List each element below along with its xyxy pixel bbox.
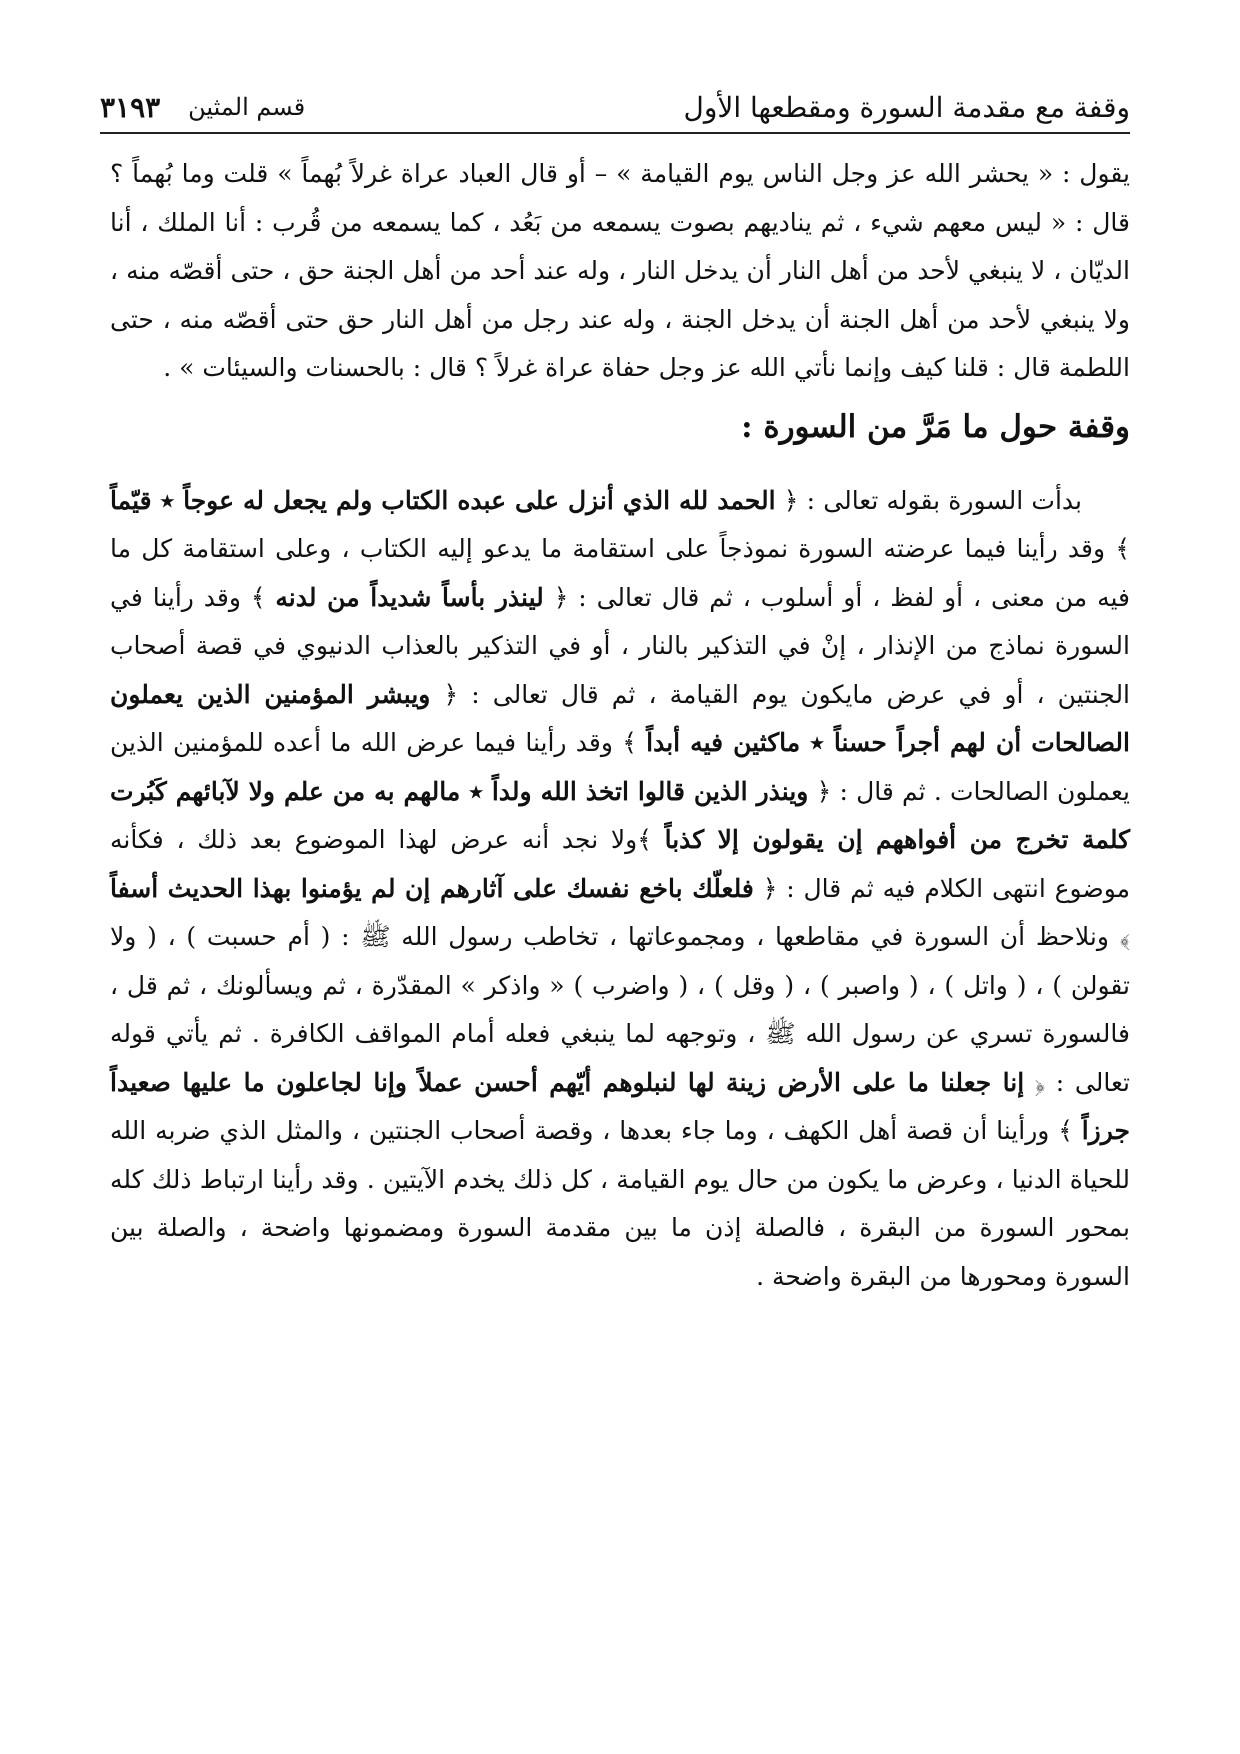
verse-open-bracket: ﴿ [816,776,832,806]
verse-open-bracket: ﴿ [553,582,569,612]
paragraph-text: ولا نجد أنه عرض لهذا الموضوع بعد ذلك ، فكأنه موضوع انتهى الكلام فيه ثم قال : [110,825,1130,903]
page-number: ٣١٩٣ [100,90,161,124]
main-paragraph [110,477,1130,1302]
verse-close-bracket: ﴾ [1119,922,1130,951]
paragraph-text: وقد رأينا فيما عرضته السورة نموذجاً على استقامة ما يدعو إليه الكتاب ، وعلى استقامة كل ما فيه من معنى ، أو لفظ ، أو أسلوب ، ثم قال تعالى : [110,534,1131,612]
page-body [110,150,1130,1301]
verse-open-bracket: ﴿ [762,873,778,903]
paragraph-text: بدأت السورة بقوله تعالى : [798,485,1082,515]
header-left-block [100,91,305,124]
quran-verse: فلعلّك باخع نفسك على آثارهم إن لم يؤمنوا بهذا الحديث أسفاً [110,873,754,903]
paragraph-text: وقد رأينا فيما عرض الله ما أعده للمؤمنين الذين يعملون الصالحات . ثم قال : [110,728,1131,806]
paragraph-text: وقد رأينا في السورة نماذج من الإنذار ، إنْ في التذكير بالنار ، أو في التذكير بالعذاب الدنيوي في قصة أصحاب الجنتين ، أو في عرض مايكون يوم القيامة ، ثم قال تعالى : [110,582,1131,709]
hadith-paragraph: يقول : « يحشر الله عز وجل الناس يوم القيامة » – أو قال العباد عراة غرلاً بُهماً » قلت وما بُهماً ؟ قال : « ليس معهم شيء ، ثم يناديهم بصوت يسمعه من بَعُد ، كما يسمعه من قُرب : أنا الملك ، أنا الديّان ، لا ينبغي لأحد من أهل النار أن يدخل النار ، وله عند أحد من أهل الجنة حق ، حتى أقصّه منه ، ولا ينبغي لأحد من أهل الجنة أن يدخل الجنة ، وله عند رجل من أهل النار حق حتى أقصّه منه ، حتى اللطمة قال : قلنا كيف وإنما نأتي الله عز وجل حفاة عراة غرلاً ؟ قال : بالحسنات والسيئات » . [110,159,1130,382]
verse-close-bracket: ﴾ [622,728,637,757]
quran-verse: إنا جعلنا ما على الأرض زينة لها لنبلوهم أيّهم أحسن عملاً وإنا لجاعلون ما عليها صعيداً جرزاً [110,1067,1130,1145]
verse-close-bracket: ﴾ [1115,534,1130,563]
verse-open-bracket: ﴿ [1034,1067,1046,1097]
section-heading: وقفة حول ما مَرَّ من السورة : [741,408,1130,445]
quran-verse: وينذر الذين قالوا اتخذ الله ولداً ٭ مالهم به من علم ولا لآبائهم كَبُرت كلمة تخرج من أفواههم إن يقولون إلا كذباً [110,776,1130,854]
verse-open-bracket: ﴿ [443,679,459,709]
verse-close-bracket: ﴾ [637,825,652,854]
quran-verse: ويبشر المؤمنين الذين يعملون الصالحات أن لهم أجراً حسناً ٭ ماكثين فيه أبداً [110,679,1130,757]
verse-close-bracket: ﴾ [250,582,266,612]
verse-open-bracket: ﴿ [783,485,799,515]
quran-verse: الحمد لله الذي أنزل على عبده الكتاب ولم يجعل له عوجاً ٭ قيّماً [110,485,776,515]
paragraph-text: ونلاحظ أن السورة في مقاطعها ، ومجموعاتها ، تخاطب رسول الله ﷺ : ( أم حسبت ) ، ( ولا تقولن ) ، ( واتل ) ، ( واصبر ) ، ( وقل ) ، ( واضرب ) « واذكر » المقدّرة ، ثم ويسألونك ، ثم قل ، فالسورة تسري عن رسول الله ﷺ ، وتوجهه لما ينبغي فعله أمام المواقف الكافرة . ثم يأتي قوله تعالى : [110,922,1130,1097]
quran-verse: لينذر بأساً شديداً من لدنه [275,582,544,612]
verse-close-bracket: ﴾ [1058,1116,1073,1145]
page-header [100,82,1130,134]
paragraph-text: ورأينا أن قصة أهل الكهف ، وما جاء بعدها ، وقصة أصحاب الجنتين ، والمثل الذي ضربه الله للحياة الدنيا ، وعرض ما يكون من حال يوم القيامة ، كل ذلك يخدم الآيتين . وقد رأينا ارتباط ذلك كله بمحور السورة من البقرة ، فالصلة إذن ما بين مقدمة السورة ومضمونها واضحة ، والصلة بين السورة ومحورها من البقرة واضحة . [110,1116,1130,1291]
section-label: قسم المثين [188,93,306,121]
running-title: وقفة مع مقدمة السورة ومقطعها الأول [683,90,1130,124]
